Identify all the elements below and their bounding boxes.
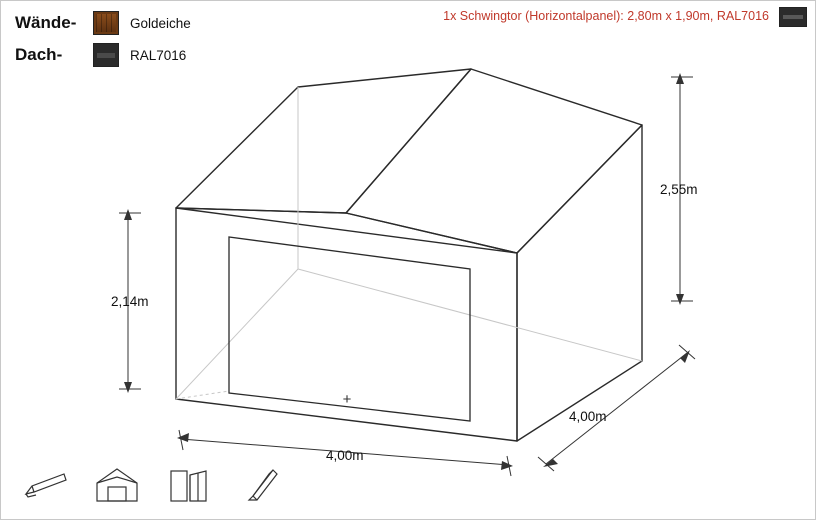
hidden-floor-edge	[176, 391, 229, 399]
dim-tick-right-front	[507, 456, 511, 476]
hidden-interior-edge-left	[176, 87, 298, 399]
hidden-interior-edge-back	[298, 269, 642, 361]
dim-arrow-depth-up	[680, 350, 690, 363]
material-legend	[15, 7, 245, 71]
gable-ridge-line	[176, 208, 517, 253]
right-side-wall	[517, 125, 642, 441]
dim-label-front-width: 4,00m	[326, 448, 364, 463]
beam-profile-icon[interactable]	[235, 461, 287, 507]
legend-swatch-name-walls: Goldeiche	[130, 15, 191, 31]
center-marker: +	[342, 391, 352, 408]
dim-arrow-left-front	[177, 433, 189, 442]
dark-swatch[interactable]	[93, 43, 119, 67]
dim-arrow-depth-down	[543, 459, 558, 467]
dim-label-depth: 4,00m	[569, 409, 607, 424]
door-color-swatch[interactable]	[779, 7, 807, 27]
wood-swatch[interactable]	[93, 11, 119, 35]
legend-swatch-name-roof: RAL7016	[130, 47, 187, 63]
dim-arrow-down-left	[124, 382, 132, 393]
legend-label-roof: Dach-	[15, 45, 63, 64]
garage-side-view-icon[interactable]	[163, 461, 215, 507]
legend-label-walls: Wände-	[15, 13, 77, 32]
garage-door-panel	[229, 237, 470, 421]
dim-line-depth	[546, 353, 687, 464]
view-toolbar	[19, 461, 287, 507]
dim-arrow-up-right	[676, 73, 684, 84]
dim-tick-left-front	[179, 430, 183, 450]
front-gable-wall	[176, 208, 517, 441]
roof-plane-left-front	[176, 69, 471, 213]
dim-arrow-down-right	[676, 294, 684, 305]
dim-arrow-up-left	[124, 209, 132, 220]
legend-row-walls	[15, 7, 245, 39]
gutter-profile-icon[interactable]	[19, 461, 71, 507]
dim-label-wall-height: 2,14m	[111, 294, 149, 309]
dim-tick-depth-top	[679, 345, 695, 359]
legend-row-roof	[15, 39, 245, 71]
house-front-view-icon[interactable]	[91, 461, 143, 507]
dim-arrow-right-front	[501, 461, 513, 470]
dim-label-ridge-height: 2,55m	[660, 182, 698, 197]
door-spec-note: 1x Schwingtor (Horizontalpanel): 2,80m x 1,90m, RAL7016	[443, 9, 769, 23]
roof-plane-right-front	[346, 69, 642, 253]
garage-3d-drawing	[1, 1, 816, 521]
dim-tick-depth-bottom	[538, 457, 554, 471]
